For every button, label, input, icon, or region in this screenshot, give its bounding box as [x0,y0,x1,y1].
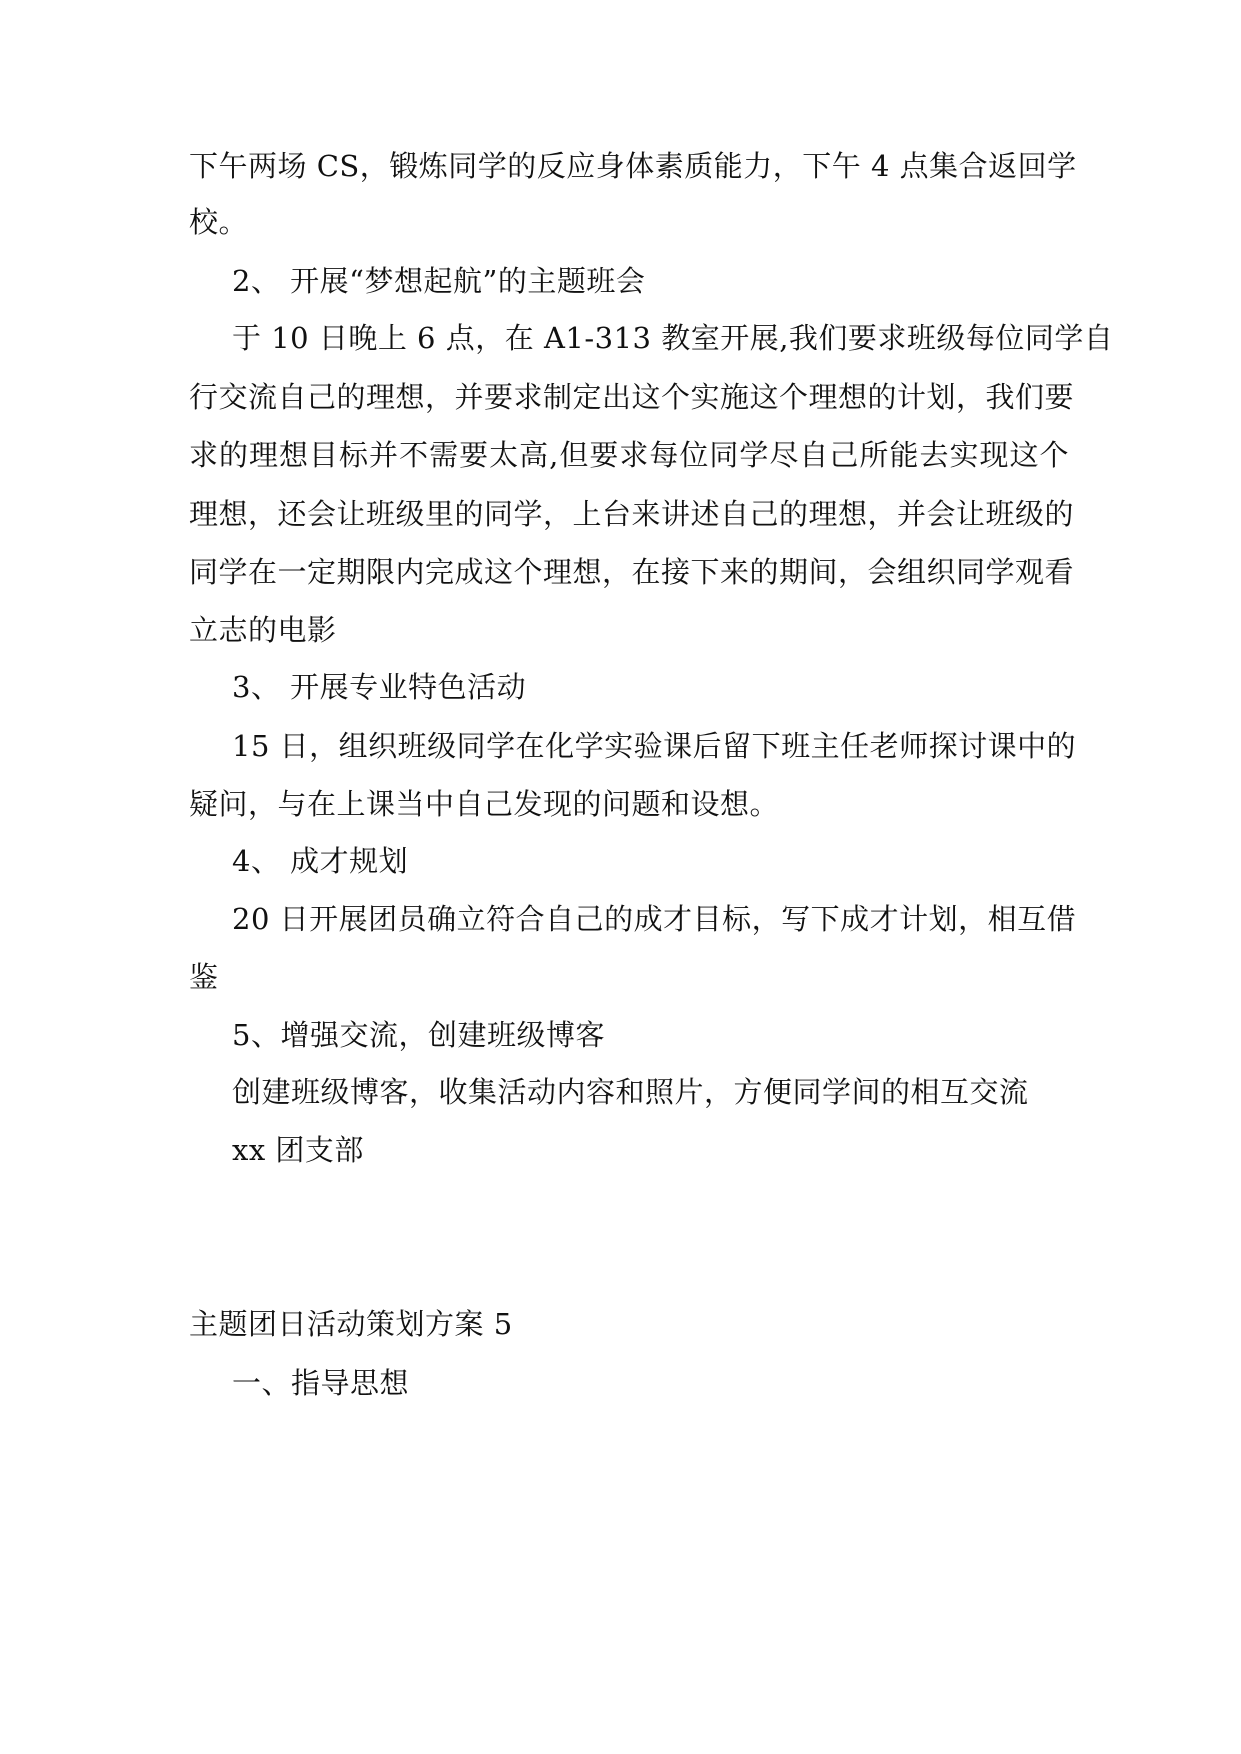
paragraph-line: 创建班级博客，收集活动内容和照片，方便同学间的相互交流 [232,1075,1029,1109]
section-heading: 2、 开展“梦想起航”的主题班会 [232,264,646,298]
paragraph-line: 立志的电影 [189,613,337,647]
section-heading: 3、 开展专业特色活动 [232,670,527,704]
section-heading: 4、 成才规划 [232,844,409,878]
paragraph-line: 同学在一定期限内完成这个理想，在接下来的期间，会组织同学观看 [189,555,1075,589]
paragraph-line: 15 日，组织班级同学在化学实验课后留下班主任老师探讨课中的 [232,729,1077,763]
document-title: 主题团日活动策划方案 5 [189,1307,513,1341]
paragraph-line: 求的理想目标并不需要太高,但要求每位同学尽自己所能去实现这个 [189,438,1069,472]
paragraph-line: 20 日开展团员确立符合自己的成才目标，写下成才计划，相互借 [232,902,1077,936]
paragraph-line: 于 10 日晚上 6 点，在 A1-313 教室开展,我们要求班级每位同学自 [232,321,1114,355]
section-heading: 5、增强交流，创建班级博客 [232,1018,605,1052]
paragraph-line: 校。 [189,205,249,239]
paragraph-line: 鉴 [189,960,219,994]
paragraph-line: 行交流自己的理想，并要求制定出这个实施这个理想的计划，我们要 [189,380,1075,414]
signature-line: xx 团支部 [232,1133,364,1167]
paragraph-line: 疑问，与在上课当中自己发现的问题和设想。 [189,787,780,821]
section-heading: 一、指导思想 [232,1366,410,1400]
paragraph-line: 理想，还会让班级里的同学，上台来讲述自己的理想，并会让班级的 [189,497,1075,531]
paragraph-line: 下午两场 CS，锻炼同学的反应身体素质能力，下午 4 点集合返回学 [189,149,1077,183]
